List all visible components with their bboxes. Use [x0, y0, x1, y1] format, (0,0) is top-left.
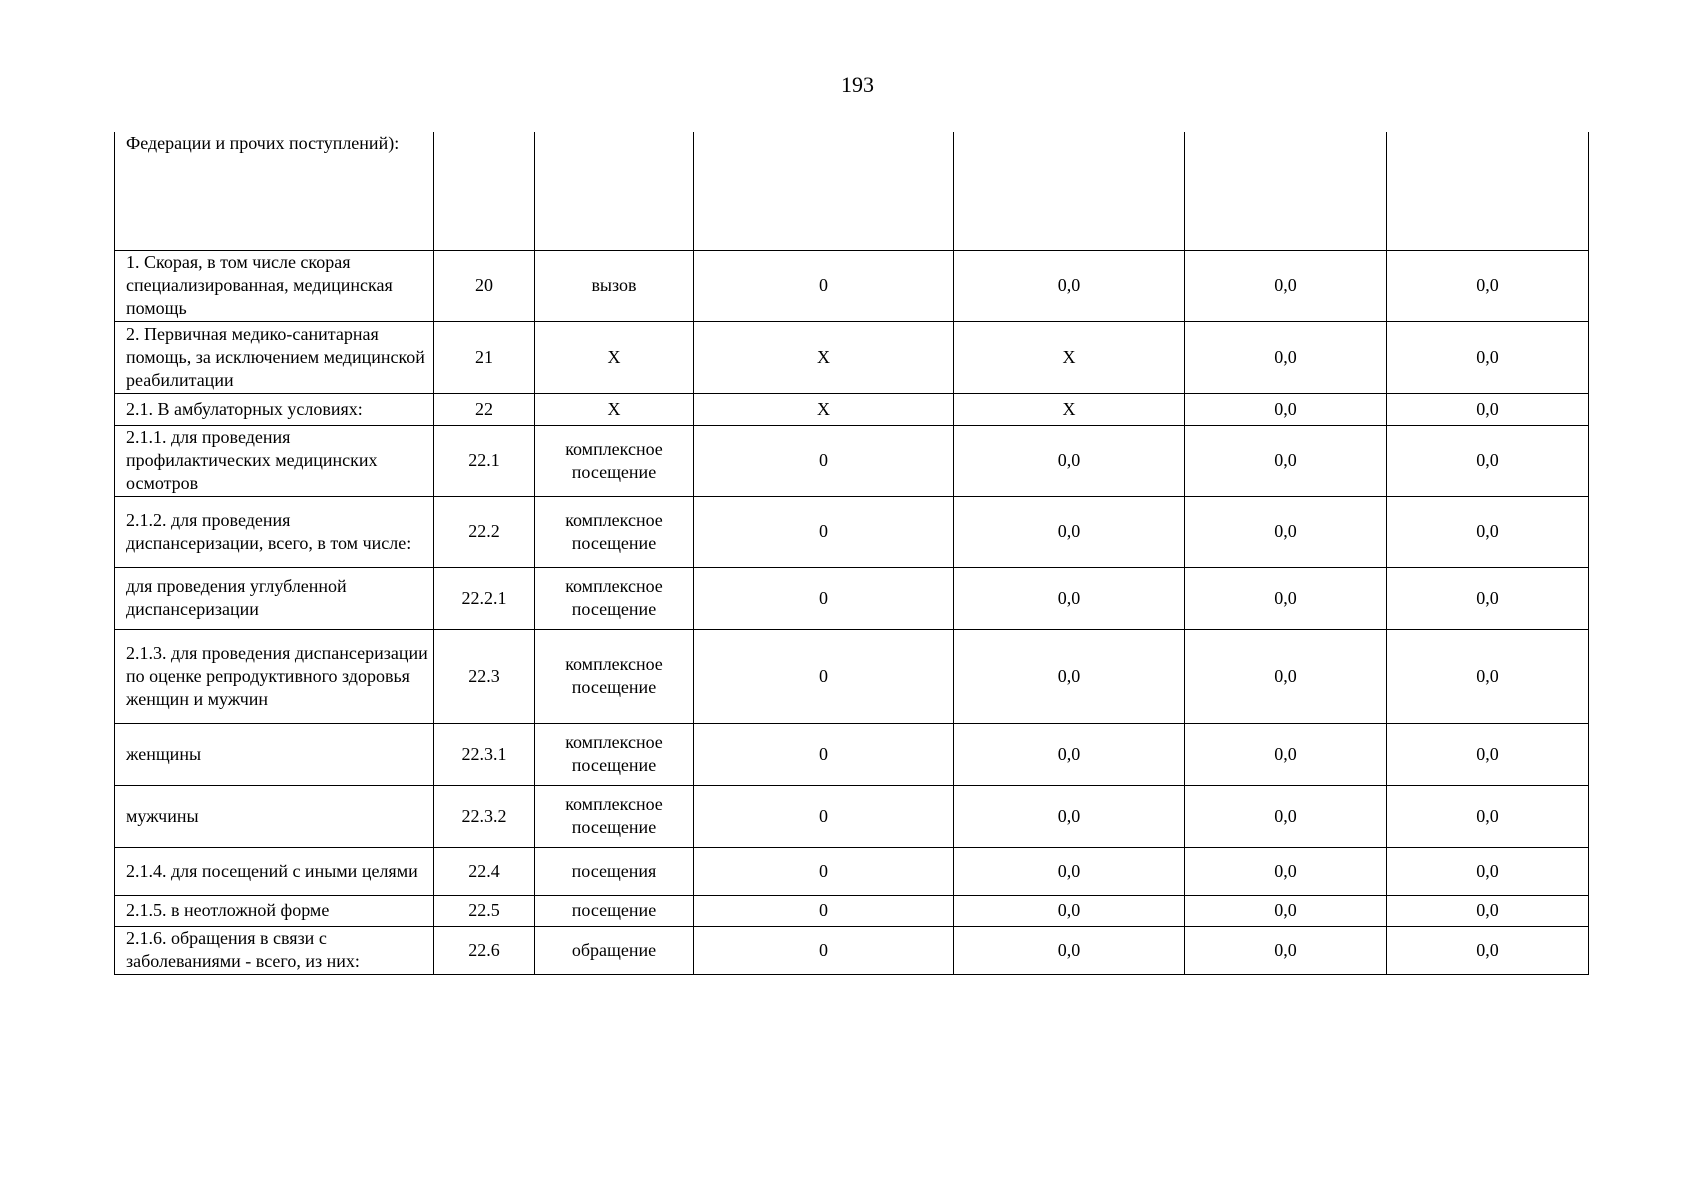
row-name-cell: 2.1.1. для проведения профилактических медицинских осмотров: [115, 425, 434, 496]
row-unit-cell: комплексное посещение: [535, 496, 694, 567]
row-value-cell: 0,0: [1185, 895, 1387, 926]
table-row: [115, 785, 1589, 847]
row-code-cell: 22.4: [434, 847, 535, 895]
row-value-cell: 0,0: [1185, 567, 1387, 629]
row-unit-cell: X: [535, 393, 694, 425]
row-name-cell: 2.1. В амбулаторных условиях:: [115, 393, 434, 425]
row-value-cell: 0,0: [1185, 723, 1387, 785]
row-code-cell: 22.1: [434, 425, 535, 496]
row-value-cell: 0,0: [1387, 723, 1589, 785]
row-value-cell: 0,0: [1185, 926, 1387, 974]
row-unit-cell: X: [535, 321, 694, 393]
row-unit-cell: комплексное посещение: [535, 425, 694, 496]
row-value-cell: 0: [694, 496, 954, 567]
row-value-cell: 0: [694, 926, 954, 974]
row-unit-cell: посещение: [535, 895, 694, 926]
table-row: [115, 132, 1589, 250]
table-row: [115, 723, 1589, 785]
row-name-cell: 2.1.3. для проведения диспансеризации по оценке репродуктивного здоровья женщин и мужчин: [115, 629, 434, 723]
row-value-cell: 0,0: [1387, 785, 1589, 847]
row-name-cell: 2.1.2. для проведения диспансеризации, всего, в том числе:: [115, 496, 434, 567]
row-name-cell: женщины: [115, 723, 434, 785]
row-value-cell: 0: [694, 785, 954, 847]
row-code-cell: [434, 132, 535, 250]
row-value-cell: 0,0: [1185, 250, 1387, 321]
row-value-cell: 0,0: [1185, 425, 1387, 496]
row-name-cell: 2.1.6. обращения в связи с заболеваниями - всего, из них:: [115, 926, 434, 974]
page-number: 193: [841, 72, 874, 97]
data-table: [114, 132, 1589, 975]
row-name-cell: 1. Скорая, в том числе скорая специализированная, медицинская помощь: [115, 250, 434, 321]
row-value-cell: X: [694, 321, 954, 393]
row-code-cell: 22.6: [434, 926, 535, 974]
row-value-cell: 0,0: [1387, 496, 1589, 567]
table-row: [115, 567, 1589, 629]
row-value-cell: 0,0: [1387, 629, 1589, 723]
row-value-cell: [954, 132, 1185, 250]
row-value-cell: X: [954, 393, 1185, 425]
row-unit-cell: посещения: [535, 847, 694, 895]
row-value-cell: 0,0: [954, 785, 1185, 847]
table-row: [115, 629, 1589, 723]
row-value-cell: [694, 132, 954, 250]
row-value-cell: 0,0: [1387, 926, 1589, 974]
row-name-cell: 2.1.5. в неотложной форме: [115, 895, 434, 926]
row-value-cell: 0,0: [954, 723, 1185, 785]
row-name-cell: мужчины: [115, 785, 434, 847]
table-row: [115, 847, 1589, 895]
table-row: [115, 250, 1589, 321]
row-unit-cell: [535, 132, 694, 250]
row-code-cell: 22.2: [434, 496, 535, 567]
row-code-cell: 20: [434, 250, 535, 321]
row-unit-cell: комплексное посещение: [535, 629, 694, 723]
row-name-cell: для проведения углубленной диспансеризации: [115, 567, 434, 629]
row-value-cell: 0,0: [1387, 895, 1589, 926]
row-value-cell: 0: [694, 629, 954, 723]
row-value-cell: 0,0: [1387, 847, 1589, 895]
row-value-cell: 0,0: [1185, 393, 1387, 425]
row-value-cell: 0,0: [954, 425, 1185, 496]
row-value-cell: 0,0: [1387, 321, 1589, 393]
row-value-cell: 0,0: [954, 250, 1185, 321]
table-row: [115, 895, 1589, 926]
row-value-cell: 0,0: [1387, 393, 1589, 425]
row-value-cell: 0,0: [1185, 785, 1387, 847]
row-value-cell: 0,0: [954, 895, 1185, 926]
row-value-cell: 0: [694, 250, 954, 321]
row-code-cell: 22.5: [434, 895, 535, 926]
row-value-cell: 0,0: [954, 496, 1185, 567]
row-value-cell: 0,0: [954, 567, 1185, 629]
row-code-cell: 22.2.1: [434, 567, 535, 629]
row-unit-cell: комплексное посещение: [535, 567, 694, 629]
row-unit-cell: обращение: [535, 926, 694, 974]
row-unit-cell: вызов: [535, 250, 694, 321]
row-value-cell: 0: [694, 847, 954, 895]
row-value-cell: 0,0: [1185, 321, 1387, 393]
row-value-cell: 0,0: [1185, 496, 1387, 567]
row-unit-cell: комплексное посещение: [535, 723, 694, 785]
row-unit-cell: комплексное посещение: [535, 785, 694, 847]
row-value-cell: [1185, 132, 1387, 250]
row-code-cell: 21: [434, 321, 535, 393]
row-value-cell: 0,0: [954, 629, 1185, 723]
table-row: [115, 926, 1589, 974]
row-value-cell: 0,0: [1387, 250, 1589, 321]
row-value-cell: [1387, 132, 1589, 250]
row-value-cell: 0,0: [1185, 847, 1387, 895]
table-row: [115, 496, 1589, 567]
row-code-cell: 22.3.1: [434, 723, 535, 785]
row-value-cell: 0,0: [1387, 567, 1589, 629]
table-row: [115, 393, 1589, 425]
row-name-cell: 2. Первичная медико-санитарная помощь, за исключением медицинской реабилитации: [115, 321, 434, 393]
row-value-cell: 0,0: [1387, 425, 1589, 496]
row-name-cell: 2.1.4. для посещений с иными целями: [115, 847, 434, 895]
row-value-cell: X: [694, 393, 954, 425]
table-row: [115, 425, 1589, 496]
row-value-cell: 0,0: [1185, 629, 1387, 723]
table-row: [115, 321, 1589, 393]
row-value-cell: 0: [694, 425, 954, 496]
row-value-cell: 0,0: [954, 926, 1185, 974]
row-name-cell: Федерации и прочих поступлений):: [115, 132, 434, 250]
row-value-cell: 0: [694, 723, 954, 785]
row-value-cell: 0: [694, 895, 954, 926]
row-code-cell: 22.3: [434, 629, 535, 723]
row-code-cell: 22.3.2: [434, 785, 535, 847]
row-value-cell: 0,0: [954, 847, 1185, 895]
table-body: [115, 132, 1589, 974]
row-value-cell: X: [954, 321, 1185, 393]
row-value-cell: 0: [694, 567, 954, 629]
row-code-cell: 22: [434, 393, 535, 425]
